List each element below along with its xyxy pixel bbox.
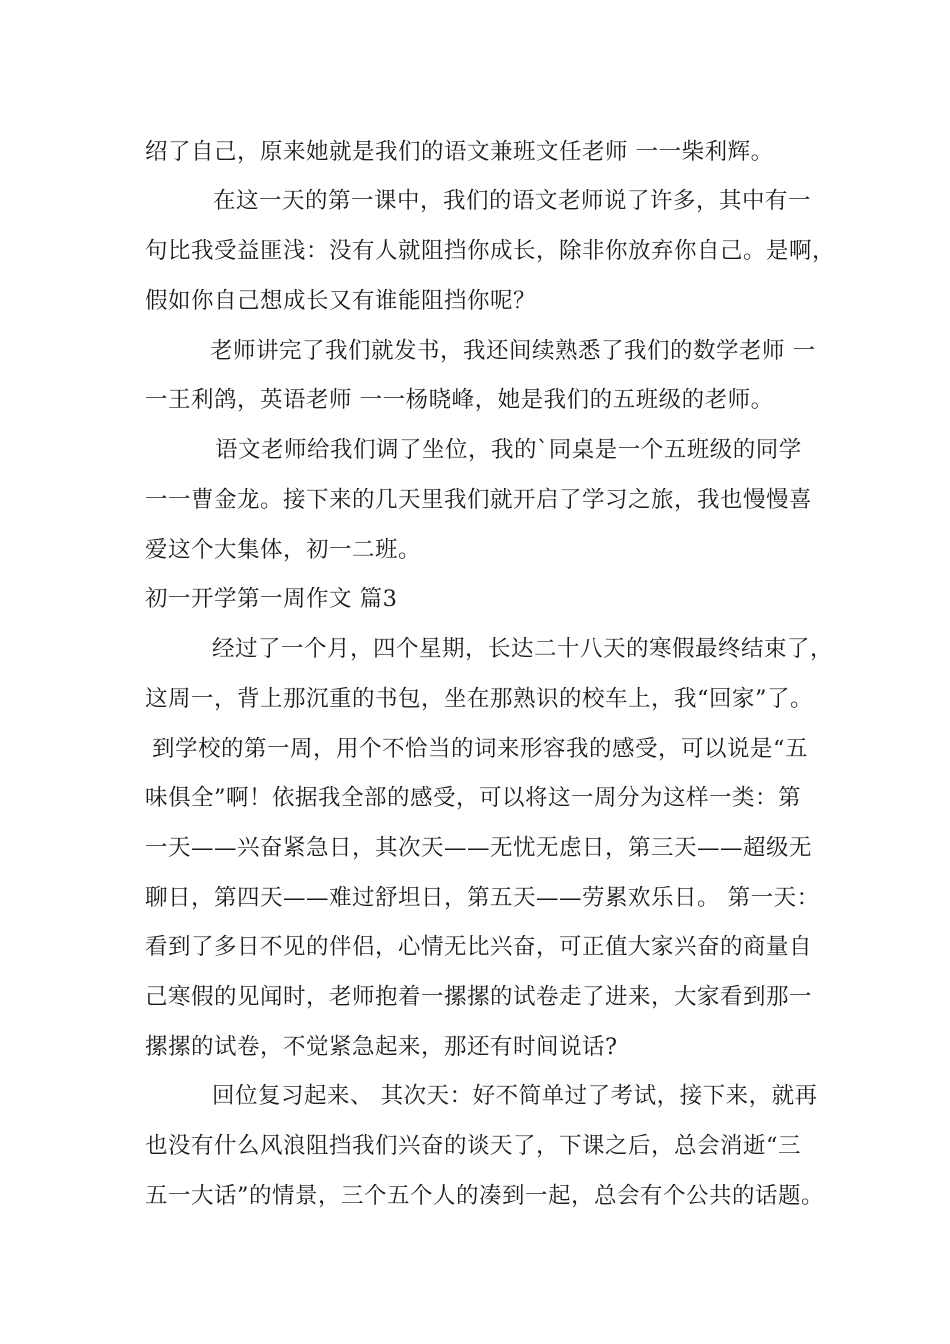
text-line-3: 句比我受益匪浅：没有人就阻挡你成长，除非你放弃你自己。是啊， xyxy=(145,238,836,264)
text-line-18: 己寒假的见闻时，老师抱着一摞摞的试卷走了进来，大家看到那一 xyxy=(145,984,813,1010)
text-line-4: 假如你自己想成长又有谁能阻挡你呢？ xyxy=(145,288,537,314)
text-line-13: 到学校的第一周，用个不恰当的词来形容我的感受，可以说是“五 xyxy=(152,736,809,762)
text-line-21: 也没有什么风浪阻挡我们兴奋的谈天了，下课之后，总会消逝“三 xyxy=(145,1133,802,1159)
text-line-14: 味俱全”啊！依据我全部的感受，可以将这一周分为这样一类：第 xyxy=(145,785,802,811)
text-line-2: 在这一天的第一课中，我们的语文老师说了许多，其中有一 xyxy=(213,188,812,214)
text-line-7: 语文老师给我们调了坐位，我的`同桌是一个五班级的同学 xyxy=(215,437,802,463)
text-line-5: 老师讲完了我们就发书，我还间续熟悉了我们的数学老师 一 xyxy=(210,338,816,364)
text-line-19: 摞摞的试卷，不觉紧急起来，那还有时间说话? xyxy=(145,1034,618,1060)
text-line-22: 五一大话”的情景，三个五个人的凑到一起，总会有个公共的话题。 xyxy=(145,1183,825,1209)
text-line-6: 一王利鸽，英语老师 一一杨晓峰，她是我们的五班级的老师。 xyxy=(145,387,774,413)
section-heading: 初一开学第一周作文 篇3 xyxy=(145,586,398,612)
text-line-8: 一一曹金龙。接下来的几天里我们就开启了学习之旅，我也慢慢喜 xyxy=(145,487,813,513)
text-line-15: 一天——兴奋紧急日，其次天——无忧无虑日，第三天——超级无 xyxy=(145,835,813,861)
text-line-16: 聊日，第四天——难过舒坦日，第五天——劳累欢乐日。 第一天： xyxy=(145,885,820,911)
text-line-11: 经过了一个月，四个星期，长达二十八天的寒假最终结束了， xyxy=(212,636,834,662)
text-line-12: 这周一，背上那沉重的书包，坐在那熟识的校车上，我“回家”了。 xyxy=(145,686,814,712)
text-line-1: 绍了自己，原来她就是我们的语文兼班文任老师 一一柴利辉。 xyxy=(145,139,774,165)
text-line-17: 看到了多日不见的伴侣，心情无比兴奋，可正值大家兴奋的商量自 xyxy=(145,934,813,960)
text-line-20: 回位复习起来、 其次天：好不简单过了考试，接下来，就再 xyxy=(212,1083,818,1109)
text-line-9: 爱这个大集体，初一二班。 xyxy=(145,537,422,563)
